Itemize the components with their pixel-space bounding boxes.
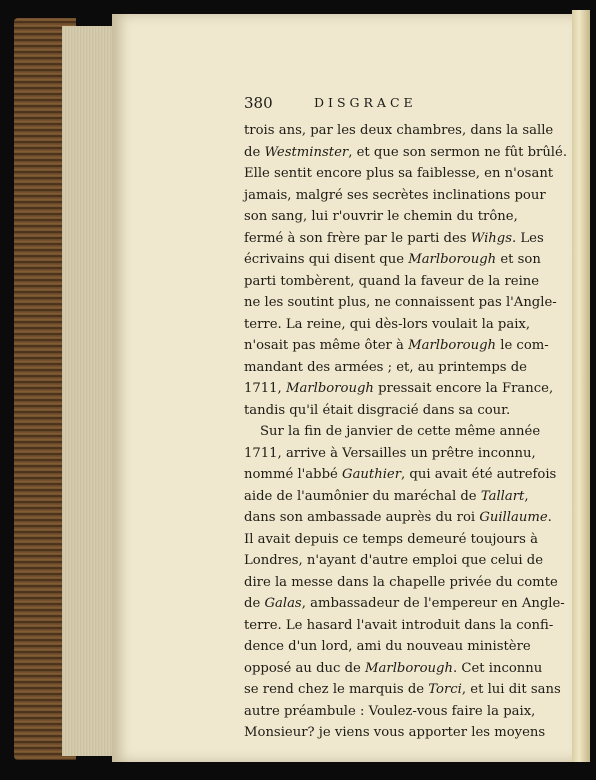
text-segment: aide de l'aumônier du maréchal de	[244, 488, 481, 504]
italic-name: Marlborough	[408, 338, 497, 353]
page-number: 380	[244, 94, 273, 112]
text-segment: et son	[496, 252, 541, 267]
text-segment: jamais, malgré ses secrètes inclinations pour	[244, 187, 546, 203]
italic-name: Westminster	[264, 144, 349, 160]
text-line	[244, 593, 565, 615]
body-text	[244, 120, 568, 744]
text-segment: le com-	[496, 338, 549, 353]
text-segment: mandant des armées ; et, au printemps de	[244, 359, 527, 375]
italic-name: Marlborough	[285, 381, 374, 396]
text-segment: , qui avait été autrefois	[401, 467, 557, 482]
text-segment: Londres, n'ayant d'autre emploi que celui de	[244, 553, 543, 568]
italic-name: Galas	[264, 596, 302, 611]
text-line	[244, 572, 558, 594]
text-line	[244, 722, 546, 744]
italic-name: Marlborough	[365, 660, 453, 676]
text-line	[244, 314, 531, 336]
text-line	[244, 228, 544, 250]
text-segment: fermé à son frère par le parti des	[244, 230, 471, 246]
running-title: DISGRACE	[314, 95, 417, 110]
text-segment: dence d'un lord, ami du nouveau ministère	[244, 639, 531, 654]
text-segment: écrivains qui disent que	[244, 252, 409, 267]
text-segment: de	[244, 144, 265, 160]
text-line	[244, 615, 554, 637]
text-line	[244, 486, 529, 508]
text-segment: autre préambule : Voulez-vous faire la paix,	[244, 703, 536, 719]
text-line	[244, 335, 549, 357]
text-line	[244, 658, 543, 680]
text-segment: Sur la fin de janvier de cette même année	[260, 424, 541, 439]
text-line	[244, 163, 554, 185]
italic-name: Torci	[428, 682, 462, 697]
text-line	[244, 120, 554, 142]
text-segment: son sang, lui r'ouvrir le chemin du trône,	[244, 209, 518, 224]
text-segment: opposé au duc de	[244, 660, 366, 676]
text-segment: Elle sentit encore plus sa faiblesse, en n'osant	[244, 166, 554, 181]
italic-name: Tallart	[480, 488, 525, 504]
text-line	[244, 249, 541, 271]
facing-page-edge	[572, 10, 590, 762]
text-line	[244, 271, 540, 293]
text-line	[244, 550, 543, 572]
text-segment: terre. La reine, qui dès-lors voulait la paix,	[244, 316, 531, 332]
text-segment: 1711, arrive à Versailles un prêtre inconnu,	[244, 445, 536, 461]
text-segment: 1711,	[244, 381, 286, 396]
text-segment: , et lui dit sans	[461, 682, 561, 697]
text-segment: trois ans, par les deux chambres, dans la salle	[244, 123, 554, 138]
italic-name: Guillaume	[479, 510, 548, 525]
text-line	[244, 400, 516, 422]
text-segment: .	[547, 510, 552, 525]
text-line	[244, 464, 557, 486]
text-segment: pressait encore la France,	[373, 381, 554, 396]
text-segment: Il avait depuis ce temps demeuré toujours à	[244, 531, 538, 547]
text-segment: dire la messe dans la chapelle privée du comte	[244, 574, 558, 590]
text-line	[244, 378, 554, 400]
text-segment: dans son ambassade auprès du roi	[244, 510, 480, 525]
italic-name: Marlborough	[408, 252, 497, 267]
text-segment: . Les	[512, 230, 544, 246]
text-line	[244, 206, 516, 228]
text-segment: se rend chez le marquis de	[244, 682, 429, 697]
text-line	[244, 701, 536, 723]
text-segment: ,	[524, 488, 529, 504]
italic-name: Wihgs	[470, 230, 513, 246]
text-line	[244, 185, 546, 207]
text-segment: . Cet inconnu	[452, 660, 543, 676]
text-segment: n'osait pas même ôter à	[244, 338, 409, 353]
text-line	[244, 443, 536, 465]
text-line	[244, 421, 541, 443]
text-segment: nommé l'abbé	[244, 467, 343, 482]
text-segment: terre. Le hasard l'avait introduit dans la confi-	[244, 617, 554, 633]
text-segment: , et que son sermon ne fût brûlé.	[348, 144, 568, 160]
text-line	[244, 292, 557, 314]
text-line	[244, 529, 538, 551]
italic-name: Gauthier	[342, 467, 402, 482]
text-segment: Monsieur? je viens vous apporter les moyens	[244, 725, 546, 740]
page-header	[244, 94, 516, 114]
text-segment: , ambassadeur de l'empereur en Angle-	[301, 596, 565, 611]
text-line	[244, 679, 561, 701]
text-segment: ne les soutint plus, ne connaissent pas l'Angle-	[244, 295, 557, 310]
text-segment: de	[244, 596, 265, 611]
text-line	[244, 507, 552, 529]
text-line	[244, 636, 531, 658]
text-segment: parti tombèrent, quand la faveur de la reine	[244, 273, 540, 289]
text-line	[244, 357, 527, 379]
text-segment: tandis qu'il était disgracié dans sa cour.	[244, 402, 511, 418]
page-edges	[62, 26, 118, 756]
text-line	[244, 142, 568, 164]
